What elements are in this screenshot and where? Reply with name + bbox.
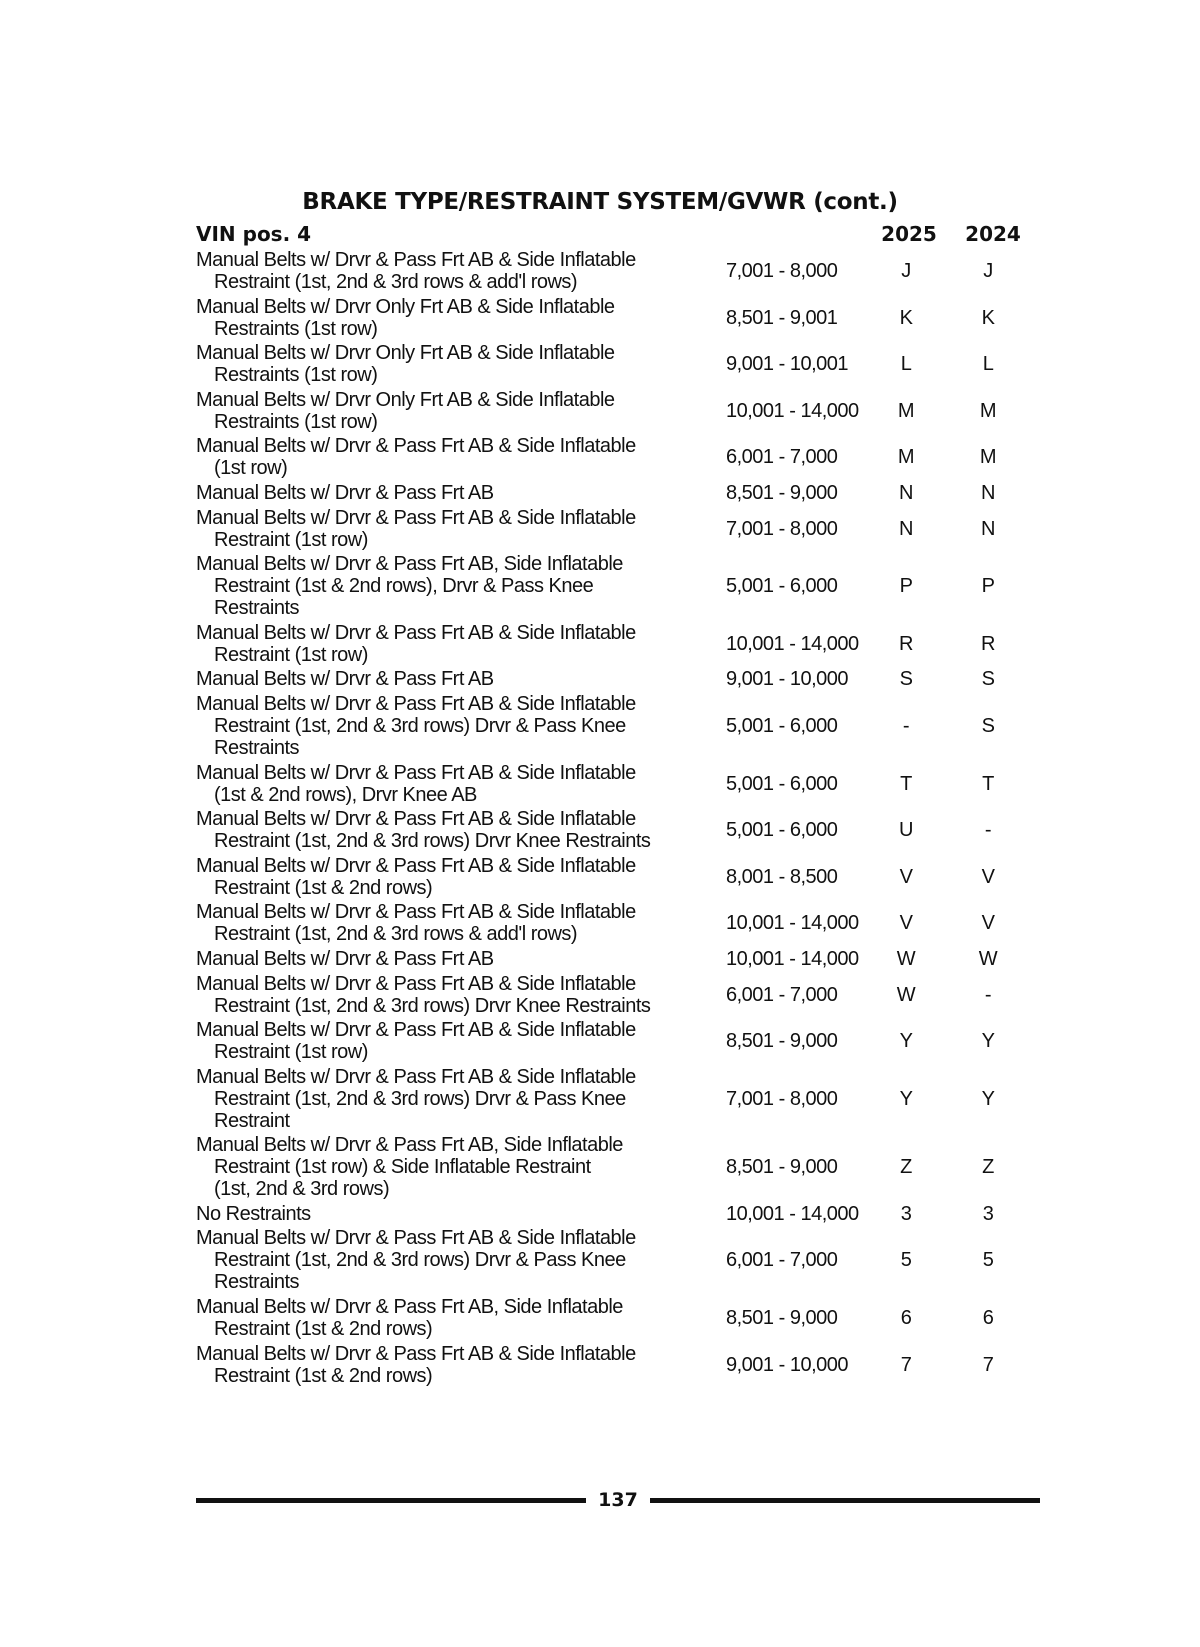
description-line: Restraints xyxy=(214,736,300,759)
code-2024: S xyxy=(981,714,995,737)
table-row xyxy=(196,249,1036,293)
description-line: Manual Belts w/ Drvr & Pass Frt AB & Side Inflatable xyxy=(196,1065,636,1088)
code-2025: 3 xyxy=(900,1202,912,1225)
gvwr-range: 7,001 - 8,000 xyxy=(726,1087,838,1110)
restraint-description xyxy=(196,808,726,852)
code-2024: M xyxy=(979,446,997,469)
code-2025: R xyxy=(899,632,913,655)
code-2024: 5 xyxy=(982,1249,994,1272)
description-line: Restraint (1st & 2nd rows) xyxy=(214,1364,433,1387)
description-line: Restraint xyxy=(214,1109,290,1132)
restraint-description xyxy=(196,389,726,433)
description-line: Restraint (1st, 2nd & 3rd rows) Drvr & Pass Knee xyxy=(214,1249,626,1272)
table-row xyxy=(196,1227,1036,1293)
code-2025: K xyxy=(899,306,913,329)
description-line: Manual Belts w/ Drvr & Pass Frt AB & Side Inflatable xyxy=(196,506,636,529)
code-2024: N xyxy=(981,481,995,504)
gvwr-range: 6,001 - 7,000 xyxy=(726,446,838,469)
gvwr-range: 10,001 - 14,000 xyxy=(726,399,859,422)
description-line: Manual Belts w/ Drvr & Pass Frt AB & Side Inflatable xyxy=(196,901,636,924)
description-line: Restraints xyxy=(214,1271,300,1294)
code-2025: 7 xyxy=(900,1353,912,1376)
description-line: Manual Belts w/ Drvr Only Frt AB & Side Inflatable xyxy=(196,295,615,318)
table-header xyxy=(196,219,1036,249)
description-line: Manual Belts w/ Drvr & Pass Frt AB & Side Inflatable xyxy=(196,692,636,715)
restraint-description xyxy=(196,1227,726,1293)
description-line: Manual Belts w/ Drvr & Pass Frt AB & Side Inflatable xyxy=(196,1227,636,1250)
restraint-description xyxy=(196,855,726,899)
gvwr-range: 5,001 - 6,000 xyxy=(726,772,838,795)
code-2025: 6 xyxy=(900,1307,912,1330)
page-footer xyxy=(196,1487,1040,1513)
table-row xyxy=(196,762,1036,806)
gvwr-range: 10,001 - 14,000 xyxy=(726,1202,859,1225)
code-2024: J xyxy=(983,260,993,282)
description-line: Restraint (1st, 2nd & 3rd rows & add'l rows) xyxy=(214,923,578,946)
table-row xyxy=(196,808,1036,852)
description-line: Manual Belts w/ Drvr & Pass Frt AB & Side Inflatable xyxy=(196,854,636,877)
restraint-description xyxy=(196,296,726,340)
description-line: (1st & 2nd rows), Drvr Knee AB xyxy=(214,783,477,806)
gvwr-range: 8,501 - 9,000 xyxy=(726,1307,838,1330)
code-2025: W xyxy=(896,983,916,1006)
table-row xyxy=(196,901,1036,945)
gvwr-range: 7,001 - 8,000 xyxy=(726,517,838,540)
code-2024: Y xyxy=(981,1030,995,1053)
description-line: Manual Belts w/ Drvr & Pass Frt AB xyxy=(196,481,494,504)
code-2024: 6 xyxy=(982,1307,994,1330)
code-2025: Y xyxy=(899,1030,913,1053)
page-title: BRAKE TYPE/RESTRAINT SYSTEM/GVWR (cont.) xyxy=(302,189,898,215)
table-row xyxy=(196,553,1036,619)
table-row xyxy=(196,435,1036,479)
restraint-description xyxy=(196,1343,726,1387)
code-2025: V xyxy=(899,865,913,888)
description-line: Manual Belts w/ Drvr & Pass Frt AB & Side Inflatable xyxy=(196,435,636,458)
table-row xyxy=(196,668,1036,690)
table-row xyxy=(196,1019,1036,1063)
code-2025: N xyxy=(899,517,913,540)
restraint-description xyxy=(196,435,726,479)
code-2024: N xyxy=(981,517,995,540)
table-row xyxy=(196,389,1036,433)
description-line: Restraint (1st & 2nd rows) xyxy=(214,1318,433,1341)
restraint-description xyxy=(196,668,726,690)
code-2025: W xyxy=(896,947,916,970)
code-2025: Z xyxy=(900,1156,912,1179)
code-2024: K xyxy=(981,306,995,329)
description-line: Restraint (1st row) xyxy=(214,643,368,666)
table-row xyxy=(196,1203,1036,1225)
description-line: Restraints xyxy=(214,597,300,620)
table-row xyxy=(196,855,1036,899)
description-line: Manual Belts w/ Drvr & Pass Frt AB xyxy=(196,947,494,970)
description-line: Restraints (1st row) xyxy=(214,364,378,387)
vin-position-label: VIN pos. 4 xyxy=(196,222,312,246)
description-line: Manual Belts w/ Drvr & Pass Frt AB & Side Inflatable xyxy=(196,621,636,644)
description-line: Restraints (1st row) xyxy=(214,317,378,340)
code-2024: - xyxy=(984,819,992,842)
vin-table xyxy=(196,219,1036,1389)
restraint-description xyxy=(196,1203,726,1225)
table-row xyxy=(196,482,1036,504)
gvwr-range: 8,501 - 9,000 xyxy=(726,1030,838,1053)
gvwr-range: 8,501 - 9,001 xyxy=(726,306,838,329)
description-line: Manual Belts w/ Drvr & Pass Frt AB, Side Inflatable xyxy=(196,553,623,576)
description-line: Restraint (1st & 2nd rows) xyxy=(214,876,433,899)
table-row xyxy=(196,1066,1036,1132)
gvwr-range: 9,001 - 10,000 xyxy=(726,668,848,691)
code-2024: T xyxy=(982,772,994,795)
code-2024: M xyxy=(979,399,997,422)
restraint-description xyxy=(196,249,726,293)
table-row xyxy=(196,1134,1036,1200)
description-line: (1st row) xyxy=(214,457,288,480)
restraint-description xyxy=(196,901,726,945)
code-2024: V xyxy=(981,865,995,888)
footer-rule-left xyxy=(196,1498,586,1503)
code-2025: - xyxy=(902,714,910,737)
code-2025: V xyxy=(899,912,913,935)
description-line: Restraint (1st, 2nd & 3rd rows & add'l rows) xyxy=(214,271,578,293)
description-line: Manual Belts w/ Drvr & Pass Frt AB & Side Inflatable xyxy=(196,249,636,271)
code-2025: M xyxy=(897,446,915,469)
restraint-description xyxy=(196,1066,726,1132)
table-row xyxy=(196,507,1036,551)
code-2024: W xyxy=(978,947,998,970)
description-line: Manual Belts w/ Drvr & Pass Frt AB xyxy=(196,668,494,691)
gvwr-range: 8,501 - 9,000 xyxy=(726,481,838,504)
description-line: Restraint (1st row) xyxy=(214,528,368,551)
table-row xyxy=(196,973,1036,1017)
restraint-description xyxy=(196,762,726,806)
table-row xyxy=(196,1343,1036,1387)
code-2024: P xyxy=(981,575,995,598)
gvwr-range: 9,001 - 10,000 xyxy=(726,1353,848,1376)
description-line: Restraint (1st, 2nd & 3rd rows) Drvr Knee Restraints xyxy=(214,830,651,853)
description-line: Restraint (1st, 2nd & 3rd rows) Drvr Knee Restraints xyxy=(214,994,651,1017)
code-2025: Y xyxy=(899,1087,913,1110)
description-line: Manual Belts w/ Drvr & Pass Frt AB & Side Inflatable xyxy=(196,761,636,784)
description-line: Restraint (1st row) & Side Inflatable Restraint xyxy=(214,1156,591,1179)
code-2024: 7 xyxy=(982,1353,994,1376)
restraint-description xyxy=(196,1134,726,1200)
code-2024: L xyxy=(982,353,994,376)
code-2025: 5 xyxy=(900,1249,912,1272)
table-row xyxy=(196,948,1036,970)
year-2024-header: 2024 xyxy=(965,222,1021,246)
gvwr-range: 7,001 - 8,000 xyxy=(726,260,838,282)
code-2024: - xyxy=(984,983,992,1006)
gvwr-range: 5,001 - 6,000 xyxy=(726,575,838,598)
restraint-description xyxy=(196,1296,726,1340)
code-2024: R xyxy=(981,632,995,655)
table-row xyxy=(196,1296,1036,1340)
gvwr-range: 9,001 - 10,001 xyxy=(726,353,848,376)
restraint-description xyxy=(196,693,726,759)
description-line: No Restraints xyxy=(196,1202,311,1225)
table-row xyxy=(196,296,1036,340)
description-line: (1st, 2nd & 3rd rows) xyxy=(214,1178,390,1201)
description-line: Restraint (1st row) xyxy=(214,1041,368,1064)
gvwr-range: 8,501 - 9,000 xyxy=(726,1156,838,1179)
table-body xyxy=(196,249,1036,1387)
code-2025: P xyxy=(899,575,913,598)
description-line: Manual Belts w/ Drvr & Pass Frt AB, Side Inflatable xyxy=(196,1296,623,1319)
gvwr-range: 6,001 - 7,000 xyxy=(726,1249,838,1272)
code-2024: Y xyxy=(981,1087,995,1110)
restraint-description xyxy=(196,948,726,970)
description-line: Manual Belts w/ Drvr Only Frt AB & Side Inflatable xyxy=(196,342,615,365)
restraint-description xyxy=(196,1019,726,1063)
footer-rule-right xyxy=(650,1498,1040,1503)
description-line: Manual Belts w/ Drvr & Pass Frt AB, Side Inflatable xyxy=(196,1134,623,1157)
description-line: Manual Belts w/ Drvr & Pass Frt AB & Side Inflatable xyxy=(196,808,636,831)
code-2024: V xyxy=(981,912,995,935)
gvwr-range: 10,001 - 14,000 xyxy=(726,632,859,655)
description-line: Restraint (1st, 2nd & 3rd rows) Drvr & Pass Knee xyxy=(214,1087,626,1110)
gvwr-range: 5,001 - 6,000 xyxy=(726,819,838,842)
gvwr-range: 10,001 - 14,000 xyxy=(726,947,859,970)
code-2025: M xyxy=(897,399,915,422)
restraint-description xyxy=(196,342,726,386)
gvwr-range: 5,001 - 6,000 xyxy=(726,714,838,737)
table-row xyxy=(196,622,1036,666)
restraint-description xyxy=(196,482,726,504)
gvwr-range: 6,001 - 7,000 xyxy=(726,983,838,1006)
table-row xyxy=(196,342,1036,386)
restraint-description xyxy=(196,622,726,666)
restraint-description xyxy=(196,507,726,551)
description-line: Manual Belts w/ Drvr Only Frt AB & Side Inflatable xyxy=(196,388,615,411)
restraint-description xyxy=(196,973,726,1017)
description-line: Manual Belts w/ Drvr & Pass Frt AB & Side Inflatable xyxy=(196,1019,636,1042)
code-2025: N xyxy=(899,481,913,504)
year-2025-header: 2025 xyxy=(881,222,937,246)
code-2024: S xyxy=(981,668,995,691)
code-2025: L xyxy=(900,353,912,376)
description-line: Restraint (1st, 2nd & 3rd rows) Drvr & Pass Knee xyxy=(214,714,626,737)
code-2025: U xyxy=(899,819,913,842)
gvwr-range: 10,001 - 14,000 xyxy=(726,912,859,935)
restraint-description xyxy=(196,553,726,619)
code-2024: Z xyxy=(982,1156,994,1179)
description-line: Restraint (1st & 2nd rows), Drvr & Pass Knee xyxy=(214,575,594,598)
page-number: 137 xyxy=(598,1489,638,1511)
code-2025: T xyxy=(900,772,912,795)
description-line: Manual Belts w/ Drvr & Pass Frt AB & Side Inflatable xyxy=(196,972,636,995)
code-2025: J xyxy=(901,260,911,282)
table-row xyxy=(196,693,1036,759)
description-line: Restraints (1st row) xyxy=(214,410,378,433)
description-line: Manual Belts w/ Drvr & Pass Frt AB & Side Inflatable xyxy=(196,1342,636,1365)
code-2024: 3 xyxy=(982,1202,994,1225)
gvwr-range: 8,001 - 8,500 xyxy=(726,865,838,888)
code-2025: S xyxy=(899,668,913,691)
